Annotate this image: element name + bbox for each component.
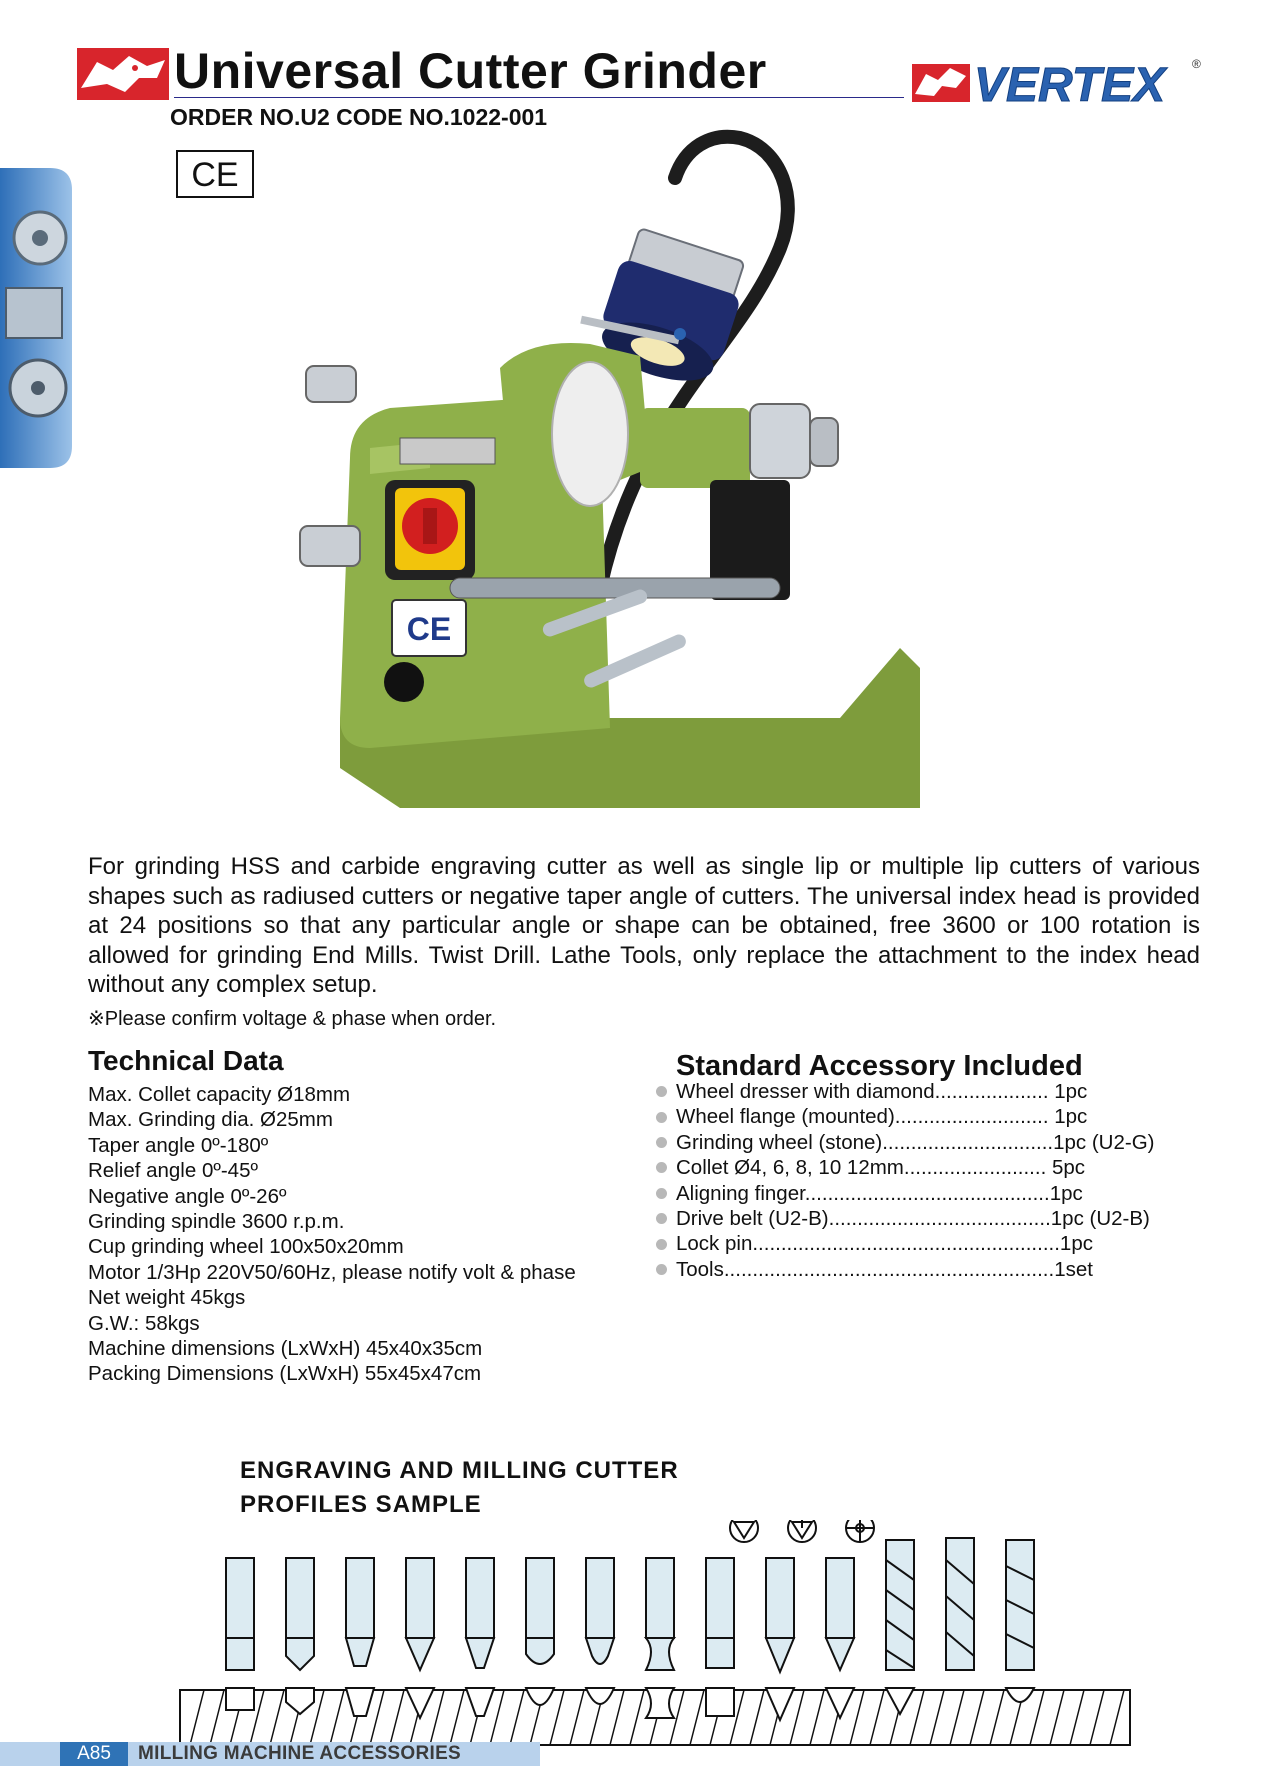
accessory-heading: Standard Accessory Included bbox=[676, 1050, 1083, 1082]
bullet-icon bbox=[656, 1188, 667, 1199]
vertex-brand-logo bbox=[912, 56, 1204, 106]
accessory-item bbox=[656, 1181, 1155, 1206]
tech-item: Grinding spindle 3600 r.p.m. bbox=[88, 1210, 345, 1234]
accessory-item bbox=[656, 1206, 1155, 1231]
tech-item: Net weight 45kgs bbox=[88, 1286, 246, 1310]
accessory-text: Grinding wheel (stone)..............................1pc (U2-G) bbox=[676, 1130, 1155, 1154]
accessory-item bbox=[656, 1130, 1155, 1155]
bullet-icon bbox=[656, 1213, 667, 1224]
profiles-heading bbox=[240, 1454, 679, 1522]
title-underline bbox=[174, 97, 904, 98]
cutter-profiles-diagram bbox=[170, 1520, 1140, 1755]
page-title: Universal Cutter Grinder bbox=[174, 43, 767, 99]
accessory-item bbox=[656, 1257, 1155, 1282]
section-title: MILLING MACHINE ACCESSORIES bbox=[138, 1743, 462, 1764]
accessory-text: Drive belt (U2-B).......................................1pc (U2-B) bbox=[676, 1207, 1150, 1231]
accessory-text: Lock pin......................................................1pc bbox=[676, 1232, 1093, 1256]
accessory-item bbox=[656, 1104, 1155, 1129]
ce-mark-text: CE bbox=[191, 156, 239, 194]
tech-item: G.W.: 58kgs bbox=[88, 1311, 200, 1335]
accessory-text: Wheel dresser with diamond.................... 1pc bbox=[676, 1080, 1088, 1103]
tech-item: Taper angle 0º-180º bbox=[88, 1133, 269, 1157]
bullet-icon bbox=[656, 1162, 667, 1173]
profiles-heading-line2: PROFILES SAMPLE bbox=[240, 1491, 482, 1518]
accessory-text: Aligning finger...........................................1pc bbox=[676, 1181, 1083, 1205]
registered-mark: ® bbox=[1192, 57, 1201, 71]
order-note: ※Please confirm voltage & phase when order. bbox=[88, 1008, 497, 1030]
page-number: A85 bbox=[60, 1742, 128, 1766]
technical-data-list bbox=[88, 1082, 576, 1387]
tech-item: Negative angle 0º-26º bbox=[88, 1184, 287, 1208]
accessory-text: Collet Ø4, 6, 8, 10 12mm......................... 5pc bbox=[676, 1156, 1086, 1180]
bullet-icon bbox=[656, 1112, 667, 1123]
accessory-text: Wheel flange (mounted)........................... 1pc bbox=[676, 1105, 1088, 1129]
profiles-heading-line1: ENGRAVING AND MILLING CUTTER bbox=[240, 1457, 679, 1484]
bullet-icon bbox=[656, 1086, 667, 1097]
accessory-text: Tools..........................................................1set bbox=[676, 1257, 1093, 1281]
accessory-item bbox=[656, 1155, 1155, 1180]
tech-item: Packing Dimensions (LxWxH) 55x45x47cm bbox=[88, 1362, 482, 1386]
bullet-icon bbox=[656, 1264, 667, 1275]
order-code-line: ORDER NO.U2 CODE NO.1022-001 bbox=[170, 104, 548, 130]
universal-cutter-grinder-image bbox=[280, 108, 940, 848]
tech-item: Max. Collet capacity Ø18mm bbox=[88, 1083, 351, 1106]
ce-mark-icon bbox=[176, 150, 254, 198]
svg-text:CE: CE bbox=[406, 611, 452, 647]
product-description: For grinding HSS and carbide engraving cutter as well as single lip or multiple lip cutters of various shapes such as radiused cutters or negative taper angle of cutters. The universal index head is provided at 24 positions so that any particular angle or shape can be obtained, free 3600 or 100 rotation is allowed for grinding End Mills. Twist Drill. Lathe Tools, only replace the attachment to the index head without any complex setup. bbox=[88, 853, 1200, 998]
accessory-item bbox=[656, 1231, 1155, 1256]
tech-item: Relief angle 0º-45º bbox=[88, 1159, 258, 1183]
eagle-logo-icon bbox=[77, 48, 169, 100]
accessory-list bbox=[656, 1079, 1155, 1282]
side-category-tab-image bbox=[0, 168, 72, 468]
tech-item: Cup grinding wheel 100x50x20mm bbox=[88, 1235, 404, 1259]
bullet-icon bbox=[656, 1137, 667, 1148]
technical-data-heading: Technical Data bbox=[88, 1045, 284, 1076]
brand-name: VERTEX bbox=[974, 59, 1166, 106]
tech-item: Max. Grinding dia. Ø25mm bbox=[88, 1108, 333, 1132]
accessory-item bbox=[656, 1079, 1155, 1104]
tech-item: Motor 1/3Hp 220V50/60Hz, please notify volt & phase bbox=[88, 1260, 576, 1284]
tech-item: Machine dimensions (LxWxH) 45x40x35cm bbox=[88, 1337, 483, 1361]
bullet-icon bbox=[656, 1239, 667, 1250]
